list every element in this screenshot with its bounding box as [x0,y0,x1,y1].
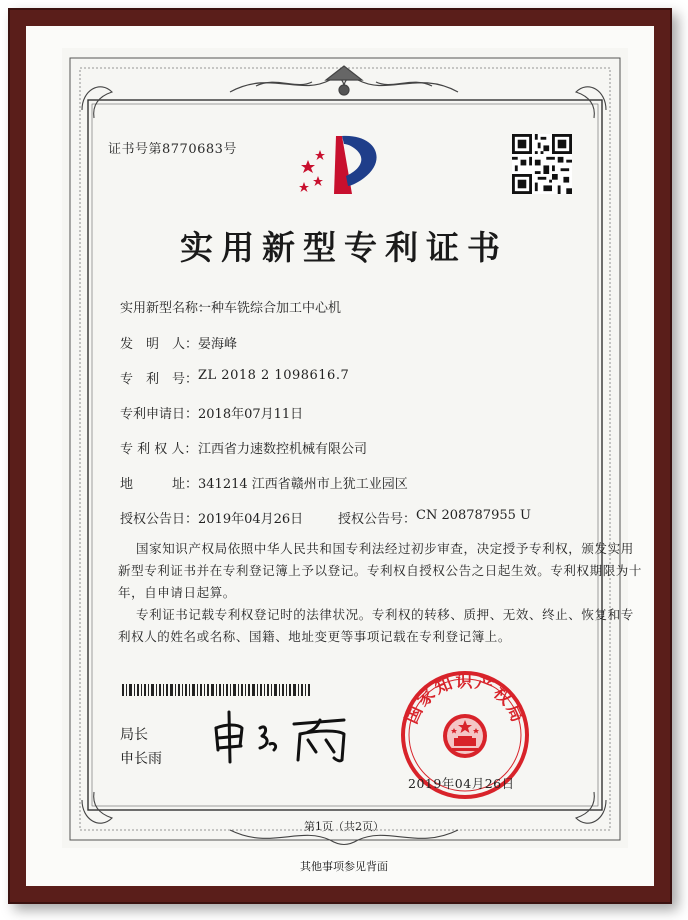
signatory-title: 局长 [120,727,148,743]
certificate-number: 证书号第8770683号 [108,142,237,157]
handwritten-signature [208,706,358,766]
signatory-name: 申长雨 [120,751,162,767]
page-indicator: 第1页（共2页） [304,820,384,833]
cnipa-logo-icon [290,130,390,210]
field-label-application-date: 专利申请日： [120,407,199,422]
qr-code-icon [512,134,572,194]
back-note: 其他事项参见背面 [300,860,388,873]
paragraph-line: 年，自申请日起算。 [118,585,236,600]
field-value-patent-number: ZL 2018 2 1098616.7 [198,368,350,383]
field-label-grant-number: 授权公告号： [338,512,417,527]
field-label-inventor: 发 明 人： [120,337,199,352]
field-value-address: 341214 江西省赣州市上犹工业园区 [198,477,408,492]
field-value-inventor: 晏海峰 [198,337,238,352]
field-value-patentee: 江西省力速数控机械有限公司 [198,442,368,457]
barcode-icon [122,684,310,696]
field-value-grant-number: CN 208787955 U [416,508,531,523]
field-label-address: 地 址： [120,477,199,492]
svg-text:国家知识产权局: 国家知识产权局 [401,671,529,727]
seal-date: 2019年04月26日 [408,776,515,791]
certificate-title: 实用新型专利证书 [180,228,508,267]
field-value-utility-model-name: 一种车铣综合加工中心机 [198,301,342,316]
top-ornament [230,66,458,95]
field-value-grant-date: 2019年04月26日 [198,512,304,527]
field-label-patentee: 专 利 权 人： [120,442,198,457]
field-label-grant-date: 授权公告日： [120,512,199,527]
field-label-utility-model-name: 实用新型名称： [120,301,212,316]
field-value-application-date: 2018年07月11日 [198,407,304,422]
national-emblem-icon [443,714,487,758]
paragraph-line: 利权人的姓名或名称、国籍、地址变更等事项记载在专利登记簿上。 [118,629,512,644]
paragraph-line: 新型专利证书并在专利登记簿上予以登记。专利权自授权公告之日起生效。专利权期限为十 [118,563,643,578]
field-label-patent-number: 专 利 号： [120,372,199,387]
paragraph-line: 专利证书记载专利权登记时的法律状况。专利权的转移、质押、无效、终止、恢复和专 [136,607,634,622]
paragraph-line: 国家知识产权局依照中华人民共和国专利法经过初步审查，决定授予专利权，颁发实用 [136,541,634,556]
